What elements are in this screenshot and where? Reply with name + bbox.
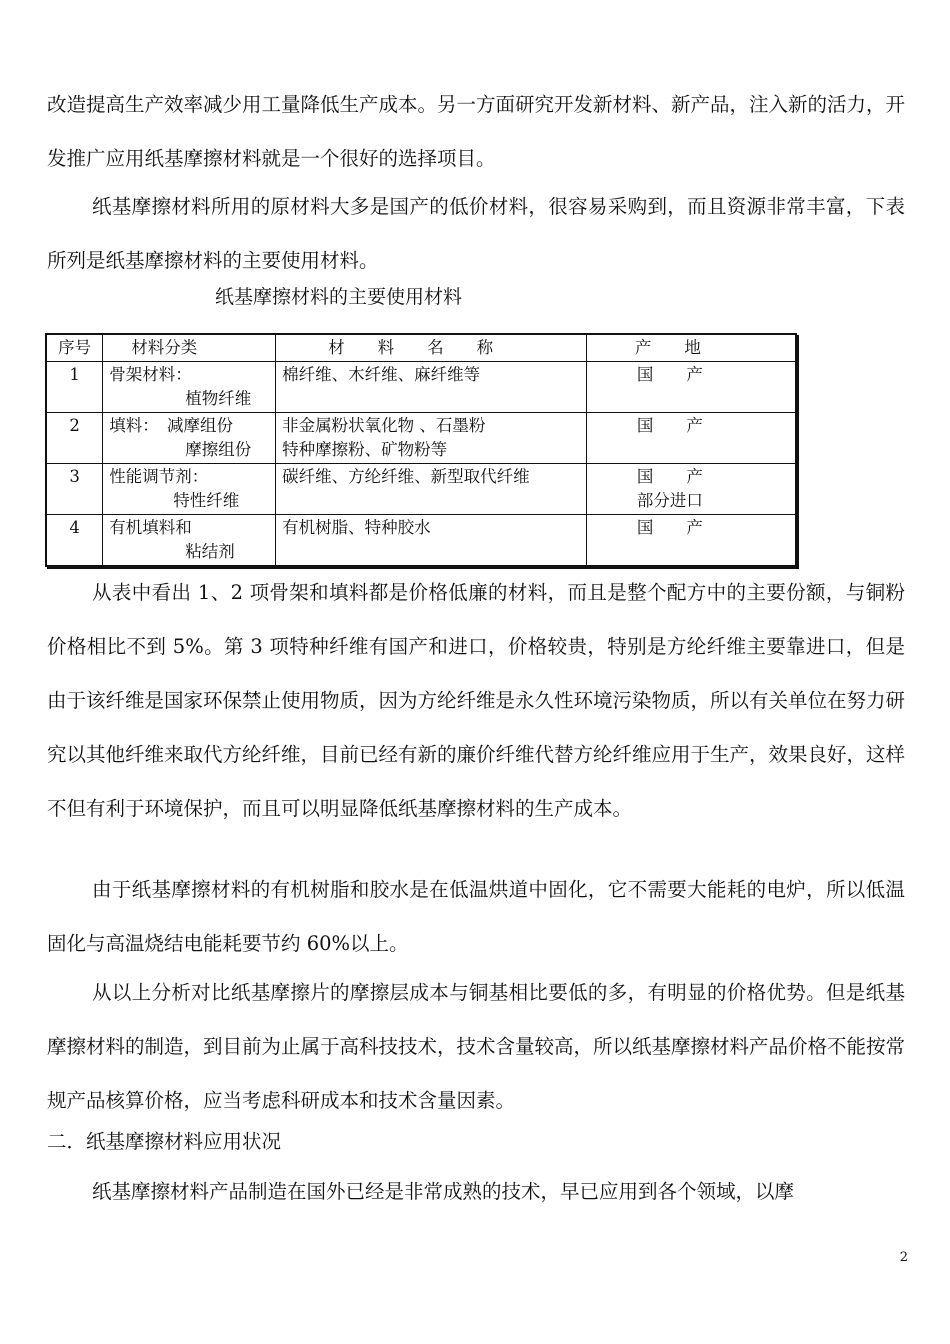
paragraph-3: 从表中看出 1、2 项骨架和填料都是价格低廉的材料，而且是整个配方中的主要份额，与铜粉价格相比不到 5%。第 3 项特种纤维有国产和进口，价格较贵，特别是方纶纤维主要靠进口，但是由于该纤维是国家环保禁止使用物质，因为方纶纤维是永久性环境污染物质，所以有关单位在努力研究以其他纤维来取代方纶纤维，目前已经有新的廉价纤维代替方纶纤维应用于生产，效果良好，这样不但有利于环境保护，而且可以明显降低纸基摩擦材料的生产成本。 [47, 581, 906, 820]
table-row [46, 464, 796, 515]
origin-subline: 部分进口 [636, 491, 703, 510]
origin-line: 国 产 [636, 365, 703, 384]
cell-origin [586, 515, 796, 567]
paragraph-6: 纸基摩擦材料产品制造在国外已经是非常成熟的技术，早已应用到各个领域，以摩 [92, 1180, 795, 1203]
cell-category [103, 413, 276, 464]
category-subline: 粘结剂 [185, 542, 235, 561]
name-line: 棉纤维、木纤维、麻纤维等 [282, 365, 481, 384]
table-header-row [46, 334, 796, 362]
origin-line: 国 产 [636, 467, 703, 486]
category-line: 有机填料和 [109, 518, 192, 537]
origin-line: 国 产 [636, 518, 703, 537]
table-row [46, 515, 796, 567]
paragraph-2: 纸基摩擦材料所用的原材料大多是国产的低价材料，很容易采购到，而且资源非常丰富，下表所列是纸基摩擦材料的主要使用材料。 [47, 195, 905, 272]
category-line: 填料： 减摩组份 [109, 416, 233, 435]
page-number: 2 [899, 1250, 908, 1265]
table-row [46, 413, 796, 464]
name-line: 碳纤维、方纶纤维、新型取代纤维 [282, 467, 530, 486]
cell-origin [586, 413, 796, 464]
category-subline: 摩擦组份 [185, 440, 252, 459]
name-subline: 特种摩擦粉、矿物粉等 [282, 440, 448, 459]
cell-category [103, 362, 276, 413]
cell-name [276, 515, 587, 567]
paragraph-5: 从以上分析对比纸基摩擦片的摩擦层成本与铜基相比要低的多，有明显的价格优势。但是纸基摩擦材料的制造，到目前为止属于高科技技术，技术含量较高，所以纸基摩擦材料产品价格不能按常规产品核算价格，应当考虑科研成本和技术含量因素。 [47, 981, 906, 1112]
paragraph-1: 改造提高生产效率减少用工量降低生产成本。另一方面研究开发新材料、新产品，注入新的活力，开发推广应用纸基摩擦材料就是一个很好的选择项目。 [47, 93, 906, 170]
category-subline: 植物纤维 [185, 389, 252, 408]
cell-no: 1 [46, 362, 103, 413]
origin-line: 国 产 [636, 416, 703, 435]
section-heading: 二．纸基摩擦材料应用状况 [47, 1130, 282, 1153]
header-category: 材料分类 [103, 334, 276, 362]
header-name: 材 料 名 称 [276, 334, 587, 362]
cell-name [276, 413, 587, 464]
table-row [46, 362, 796, 413]
category-subline: 特性纤维 [173, 491, 240, 510]
cell-no: 3 [46, 464, 103, 515]
category-line: 骨架材料： [109, 365, 192, 384]
cell-name [276, 362, 587, 413]
table-caption: 纸基摩擦材料的主要使用材料 [215, 286, 463, 308]
name-line: 有机树脂、特种胶水 [282, 518, 431, 537]
cell-origin [586, 362, 796, 413]
cell-category [103, 464, 276, 515]
cell-no: 2 [46, 413, 103, 464]
category-line: 性能调节剂： [109, 467, 209, 486]
cell-origin [586, 464, 796, 515]
header-origin: 产 地 [586, 334, 796, 362]
cell-no: 4 [46, 515, 103, 567]
materials-table [45, 333, 797, 567]
cell-category [103, 515, 276, 567]
paragraph-4: 由于纸基摩擦材料的有机树脂和胶水是在低温烘道中固化，它不需要大能耗的电炉，所以低温固化与高温烧结电能耗要节约 60%以上。 [47, 878, 905, 955]
header-no: 序号 [46, 334, 103, 362]
name-line: 非金属粉状氧化物 、石墨粉 [282, 416, 486, 435]
cell-name [276, 464, 587, 515]
